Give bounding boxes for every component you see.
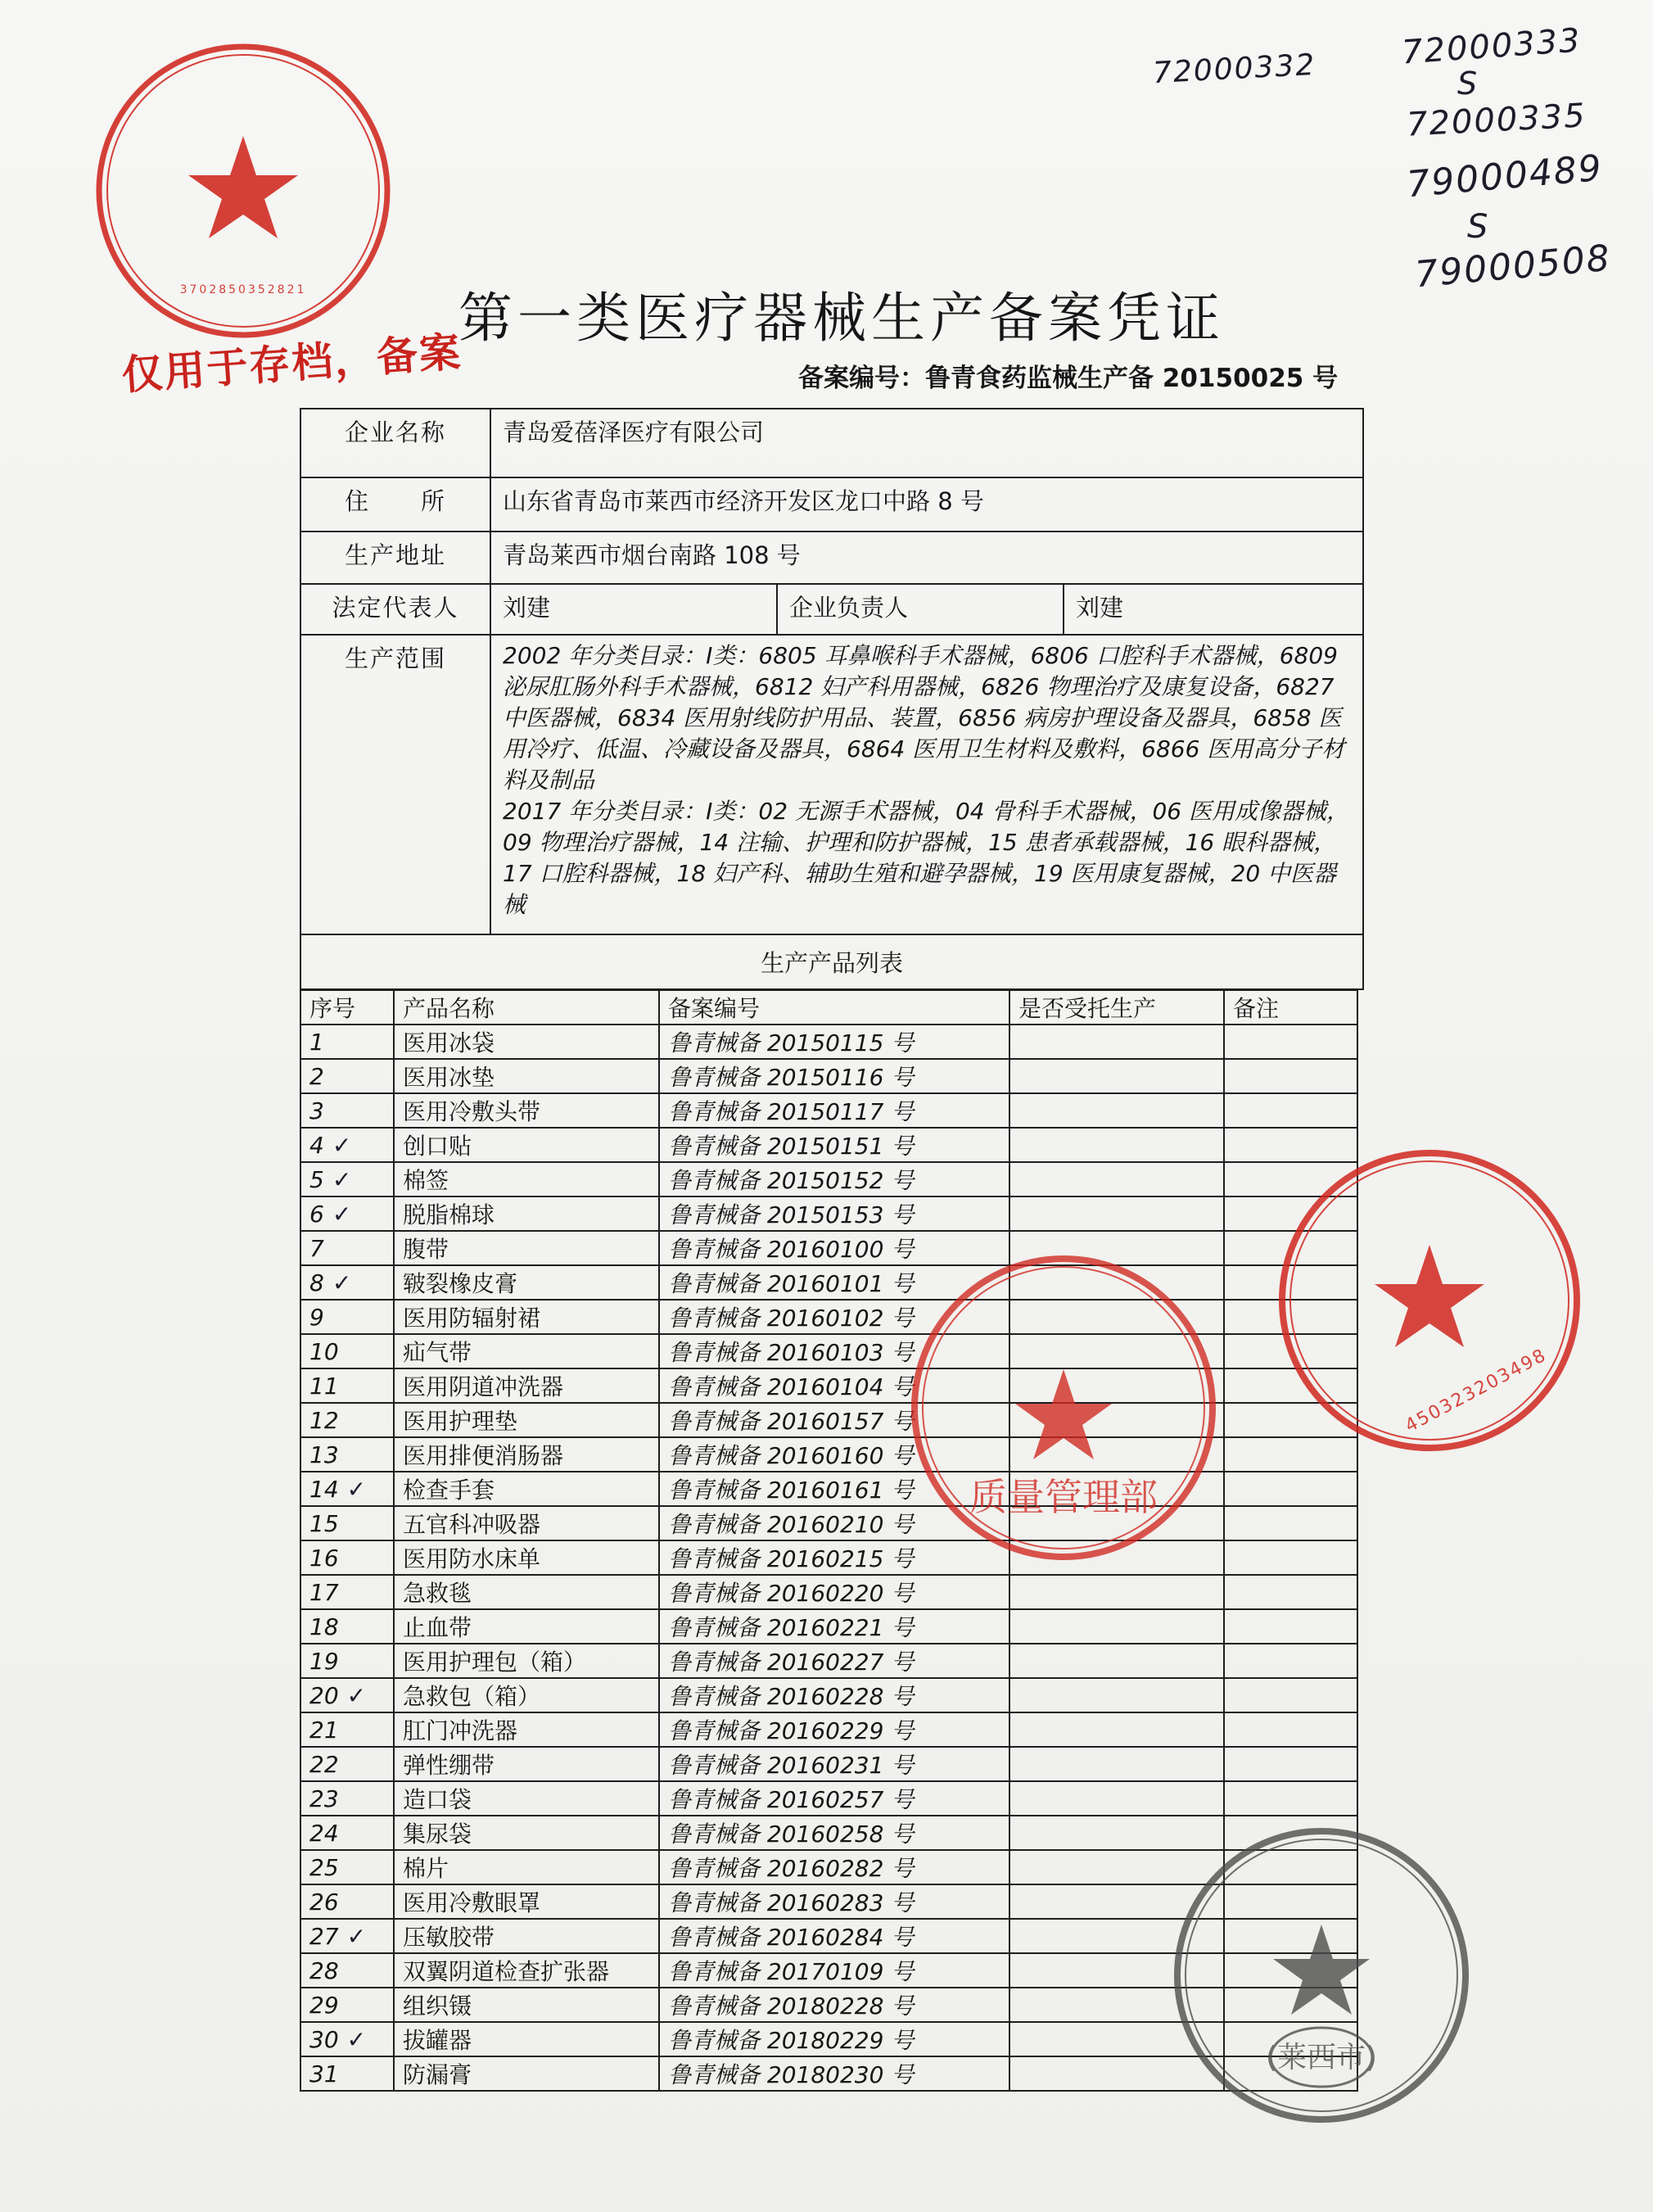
product-name: 造口袋 <box>394 1781 659 1816</box>
product-name: 棉签 <box>394 1162 659 1196</box>
table-row <box>300 1025 1357 1059</box>
row-number <box>300 2022 394 2056</box>
scope-2002: 2002 年分类目录：Ⅰ类：6805 耳鼻喉科手术器械，6806 口腔科手术器械，6809 泌尿肛肠外科手术器械，6812 妇产科用器械，6826 物理治疗及康复设备，6827 中医器械，6834 医用射线防护用品、装置，6856 病房护理设备及器具，6858 医用冷疗、低温、冷藏设备及器具，6864 医用卫生材料及敷料，6866 医用高分子材料及制品 <box>503 642 1345 794</box>
table-row <box>300 1196 1357 1231</box>
address-value: 山东省青岛市莱西市经济开发区龙口中路 8 号 <box>490 477 1363 532</box>
product-name: 集尿袋 <box>394 1816 659 1850</box>
row-number-text: 7 <box>309 1234 324 1262</box>
record-code: 鲁青械备 20160100 号 <box>659 1231 1009 1265</box>
product-name: 医用冷敷头带 <box>394 1093 659 1128</box>
row-number-text: 22 <box>309 1750 339 1778</box>
row-number <box>300 1265 394 1300</box>
pharma-company-seal-stamp <box>1274 1145 1585 1459</box>
record-code: 鲁青械备 20160161 号 <box>659 1472 1009 1506</box>
product-name: 医用防辐射裙 <box>394 1300 659 1334</box>
record-code: 鲁青械备 20160229 号 <box>659 1712 1009 1747</box>
product-name: 防漏膏 <box>394 2056 659 2091</box>
product-name: 弹性绷带 <box>394 1747 659 1781</box>
record-number-label: 备案编号： <box>798 364 925 393</box>
product-name: 医用排便消肠器 <box>394 1437 659 1472</box>
product-name: 止血带 <box>394 1609 659 1644</box>
principal-value: 刘建 <box>1064 584 1363 635</box>
handwritten-number: 72000333 <box>1400 21 1583 72</box>
scope-label: 生产范围 <box>300 635 490 934</box>
row-number-text: 12 <box>309 1406 339 1434</box>
row-number <box>300 1953 394 1988</box>
handwritten-number: 79000489 <box>1405 147 1605 206</box>
legal-rep-label: 法定代表人 <box>300 584 490 635</box>
row-number-text: 27 <box>309 1922 339 1950</box>
row-number-text: 25 <box>309 1853 339 1881</box>
record-code: 鲁青械备 20160102 号 <box>659 1300 1009 1334</box>
row-number-text: 28 <box>309 1956 339 1984</box>
record-code: 鲁青械备 20160227 号 <box>659 1644 1009 1678</box>
record-code: 鲁青械备 20150117 号 <box>659 1093 1009 1128</box>
production-address-label: 生产地址 <box>300 532 490 584</box>
remark-cell <box>1224 1025 1357 1059</box>
row-number-text: 3 <box>309 1097 324 1124</box>
table-row <box>300 1609 1357 1644</box>
row-number <box>300 1300 394 1334</box>
record-code: 鲁青械备 20160215 号 <box>659 1540 1009 1575</box>
row-number-text: 11 <box>309 1372 339 1400</box>
row-number <box>300 1368 394 1403</box>
product-name: 皲裂橡皮膏 <box>394 1265 659 1300</box>
row-number-text: 13 <box>309 1441 339 1468</box>
record-code: 鲁青械备 20160157 号 <box>659 1403 1009 1437</box>
row-number <box>300 1988 394 2022</box>
product-name: 医用护理垫 <box>394 1403 659 1437</box>
check-mark-icon: ✓ <box>332 1131 352 1159</box>
table-row <box>300 1678 1357 1712</box>
row-number <box>300 1506 394 1540</box>
row-number-text: 5 <box>309 1165 324 1193</box>
record-code: 鲁青械备 20160228 号 <box>659 1678 1009 1712</box>
entrusted-cell <box>1009 1609 1224 1644</box>
row-number-text: 8 <box>309 1269 324 1296</box>
product-name: 肛门冲洗器 <box>394 1712 659 1747</box>
row-number <box>300 1437 394 1472</box>
table-row <box>300 1093 1357 1128</box>
handwritten-mark: S <box>1457 66 1479 102</box>
record-code: 鲁青械备 20160220 号 <box>659 1575 1009 1609</box>
record-code: 鲁青械备 20160103 号 <box>659 1334 1009 1368</box>
entrusted-cell <box>1009 1128 1224 1162</box>
row-number <box>300 1472 394 1506</box>
handwritten-number: 79000508 <box>1413 237 1613 296</box>
row-number <box>300 1575 394 1609</box>
row-number <box>300 1712 394 1747</box>
table-row <box>300 1162 1357 1196</box>
record-code: 鲁青械备 20150151 号 <box>659 1128 1009 1162</box>
entrusted-cell <box>1009 1059 1224 1093</box>
table-row <box>300 1059 1357 1093</box>
scope-value <box>490 635 1363 934</box>
row-number <box>300 1231 394 1265</box>
handwritten-number: 72000332 <box>1152 47 1317 91</box>
entrusted-cell <box>1009 1196 1224 1231</box>
remark-cell <box>1224 1781 1357 1816</box>
row-number <box>300 1747 394 1781</box>
record-code: 鲁青械备 20160283 号 <box>659 1884 1009 1919</box>
product-name: 医用护理包（箱） <box>394 1644 659 1678</box>
legal-rep-value: 刘建 <box>490 584 777 635</box>
row-number <box>300 1403 394 1437</box>
svg-text:450323203498: 450323203498 <box>1402 1345 1551 1437</box>
principal-label: 企业负责人 <box>777 584 1064 635</box>
row-number-text: 29 <box>309 1991 339 2019</box>
product-name: 棉片 <box>394 1850 659 1884</box>
handwritten-mark: S <box>1467 208 1490 246</box>
row-number-text: 15 <box>309 1509 339 1537</box>
row-number <box>300 1884 394 1919</box>
entrusted-cell <box>1009 1644 1224 1678</box>
header-name: 产品名称 <box>394 990 659 1025</box>
address-label: 住 所 <box>300 477 490 532</box>
row-number-text: 17 <box>309 1578 339 1606</box>
row-number-text: 6 <box>309 1200 324 1228</box>
row-number-text: 21 <box>309 1716 339 1744</box>
entrusted-cell <box>1009 1025 1224 1059</box>
check-mark-icon: ✓ <box>346 2025 367 2053</box>
company-name-value: 青岛爱蓓泽医疗有限公司 <box>490 409 1363 477</box>
remark-cell <box>1224 1678 1357 1712</box>
row-number-text: 10 <box>309 1337 339 1365</box>
header-code: 备案编号 <box>659 990 1009 1025</box>
record-code: 鲁青械备 20160284 号 <box>659 1919 1009 1953</box>
record-code: 鲁青械备 20160104 号 <box>659 1368 1009 1403</box>
record-number <box>798 357 1338 394</box>
row-number-text: 23 <box>309 1785 339 1812</box>
entrusted-cell <box>1009 1747 1224 1781</box>
table-row <box>300 1128 1357 1162</box>
row-number-text: 14 <box>309 1475 339 1503</box>
product-list-title: 生产产品列表 <box>300 934 1363 989</box>
row-number <box>300 1644 394 1678</box>
record-code: 鲁青械备 20160257 号 <box>659 1781 1009 1816</box>
row-number <box>300 1609 394 1644</box>
row-number <box>300 1334 394 1368</box>
record-code: 鲁青械备 20180230 号 <box>659 2056 1009 2091</box>
product-name: 五官科冲吸器 <box>394 1506 659 1540</box>
product-name: 检查手套 <box>394 1472 659 1506</box>
scope-2017: 2017 年分类目录：Ⅰ类：02 无源手术器械，04 骨科手术器械，06 医用成像器械，09 物理治疗器械，14 注输、护理和防护器械，15 患者承载器械，16 眼科器械，17 口腔科器械，18 妇产科、辅助生殖和避孕器械，19 医用康复器械，20 中医器械 <box>503 798 1350 918</box>
row-number <box>300 1678 394 1712</box>
svg-text:质量管理部: 质量管理部 <box>969 1475 1158 1519</box>
header-remark: 备注 <box>1224 990 1357 1025</box>
row-number <box>300 1025 394 1059</box>
record-code: 鲁青械备 20150153 号 <box>659 1196 1009 1231</box>
svg-text:(莱西市): (莱西市) <box>1265 2041 1378 2074</box>
company-seal-stamp <box>92 39 395 346</box>
product-name: 压敏胶带 <box>394 1919 659 1953</box>
product-name: 腹带 <box>394 1231 659 1265</box>
record-code: 鲁青械备 20180228 号 <box>659 1988 1009 2022</box>
check-mark-icon: ✓ <box>346 1922 367 1950</box>
product-name: 医用防水床单 <box>394 1540 659 1575</box>
row-number-text: 1 <box>309 1028 324 1056</box>
row-number <box>300 1059 394 1093</box>
check-mark-icon: ✓ <box>346 1475 367 1503</box>
page-title: 第一类医疗器械生产备案凭证 <box>458 287 1225 350</box>
handwritten-number: 72000335 <box>1405 97 1588 144</box>
row-number <box>300 1816 394 1850</box>
remark-cell <box>1224 1575 1357 1609</box>
row-number <box>300 1162 394 1196</box>
remark-cell <box>1224 1644 1357 1678</box>
record-code: 鲁青械备 20160210 号 <box>659 1506 1009 1540</box>
product-name: 双翼阴道检查扩张器 <box>394 1953 659 1988</box>
row-number-text: 2 <box>309 1062 324 1090</box>
remark-cell <box>1224 1712 1357 1747</box>
entrusted-cell <box>1009 1678 1224 1712</box>
remark-cell <box>1224 1506 1357 1540</box>
table-row <box>300 1575 1357 1609</box>
table-row <box>300 1747 1357 1781</box>
remark-cell <box>1224 1540 1357 1575</box>
product-table-header <box>300 990 1357 1025</box>
row-number-text: 19 <box>309 1647 339 1675</box>
check-mark-icon: ✓ <box>346 1681 367 1709</box>
product-name: 急救包（箱） <box>394 1678 659 1712</box>
record-code: 鲁青械备 20160101 号 <box>659 1265 1009 1300</box>
record-code: 鲁青械备 20160282 号 <box>659 1850 1009 1884</box>
record-code: 鲁青械备 20160258 号 <box>659 1816 1009 1850</box>
remark-cell <box>1224 1747 1357 1781</box>
check-mark-icon: ✓ <box>332 1200 352 1228</box>
svg-text:3702850352821: 3702850352821 <box>179 283 307 296</box>
product-name: 医用冰袋 <box>394 1025 659 1059</box>
product-name: 医用冰垫 <box>394 1059 659 1093</box>
product-name: 创口贴 <box>394 1128 659 1162</box>
row-number-text: 30 <box>309 2025 339 2053</box>
regulatory-bureau-stamp <box>1166 1820 1477 2134</box>
quality-department-stamp <box>904 1248 1223 1571</box>
table-row <box>300 1712 1357 1747</box>
row-number <box>300 1850 394 1884</box>
product-name: 脱脂棉球 <box>394 1196 659 1231</box>
record-code: 鲁青械备 20180229 号 <box>659 2022 1009 2056</box>
check-mark-icon: ✓ <box>332 1269 352 1296</box>
header-no: 序号 <box>300 990 394 1025</box>
entrusted-cell <box>1009 1093 1224 1128</box>
row-number-text: 31 <box>309 2060 339 2088</box>
product-name: 急救毯 <box>394 1575 659 1609</box>
row-number-text: 16 <box>309 1544 339 1572</box>
product-name: 组织镊 <box>394 1988 659 2022</box>
record-code: 鲁青械备 20150116 号 <box>659 1059 1009 1093</box>
remark-cell <box>1224 1609 1357 1644</box>
header-entrusted: 是否受托生产 <box>1009 990 1224 1025</box>
row-number <box>300 1093 394 1128</box>
company-name-label: 企业名称 <box>300 409 490 477</box>
entrusted-cell <box>1009 1781 1224 1816</box>
row-number <box>300 1919 394 1953</box>
archive-note-stamp: 仅用于存档，备案 <box>120 328 463 400</box>
record-code: 鲁青械备 20150115 号 <box>659 1025 1009 1059</box>
production-address-value: 青岛莱西市烟台南路 108 号 <box>490 532 1363 584</box>
entrusted-cell <box>1009 1162 1224 1196</box>
record-code: 鲁青械备 20170109 号 <box>659 1953 1009 1988</box>
row-number-text: 18 <box>309 1613 339 1640</box>
product-name: 医用冷敷眼罩 <box>394 1884 659 1919</box>
row-number <box>300 2056 394 2091</box>
table-row <box>300 1781 1357 1816</box>
product-name: 拔罐器 <box>394 2022 659 2056</box>
entrusted-cell <box>1009 1712 1224 1747</box>
entrusted-cell <box>1009 1575 1224 1609</box>
product-name: 疝气带 <box>394 1334 659 1368</box>
company-info-table <box>300 408 1364 990</box>
record-code: 鲁青械备 20160221 号 <box>659 1609 1009 1644</box>
table-row <box>300 1644 1357 1678</box>
record-code: 鲁青械备 20160231 号 <box>659 1747 1009 1781</box>
row-number <box>300 1540 394 1575</box>
remark-cell <box>1224 1093 1357 1128</box>
row-number <box>300 1196 394 1231</box>
record-number-value: 鲁青食药监械生产备 20150025 号 <box>925 364 1339 393</box>
product-name: 医用阴道冲洗器 <box>394 1368 659 1403</box>
row-number <box>300 1128 394 1162</box>
remark-cell <box>1224 1059 1357 1093</box>
row-number <box>300 1781 394 1816</box>
record-code: 鲁青械备 20160160 号 <box>659 1437 1009 1472</box>
row-number-text: 26 <box>309 1888 339 1916</box>
row-number-text: 20 <box>309 1681 339 1709</box>
record-code: 鲁青械备 20150152 号 <box>659 1162 1009 1196</box>
row-number-text: 9 <box>309 1303 324 1331</box>
remark-cell <box>1224 1472 1357 1506</box>
row-number-text: 24 <box>309 1819 339 1847</box>
row-number-text: 4 <box>309 1131 324 1159</box>
check-mark-icon: ✓ <box>332 1165 352 1193</box>
